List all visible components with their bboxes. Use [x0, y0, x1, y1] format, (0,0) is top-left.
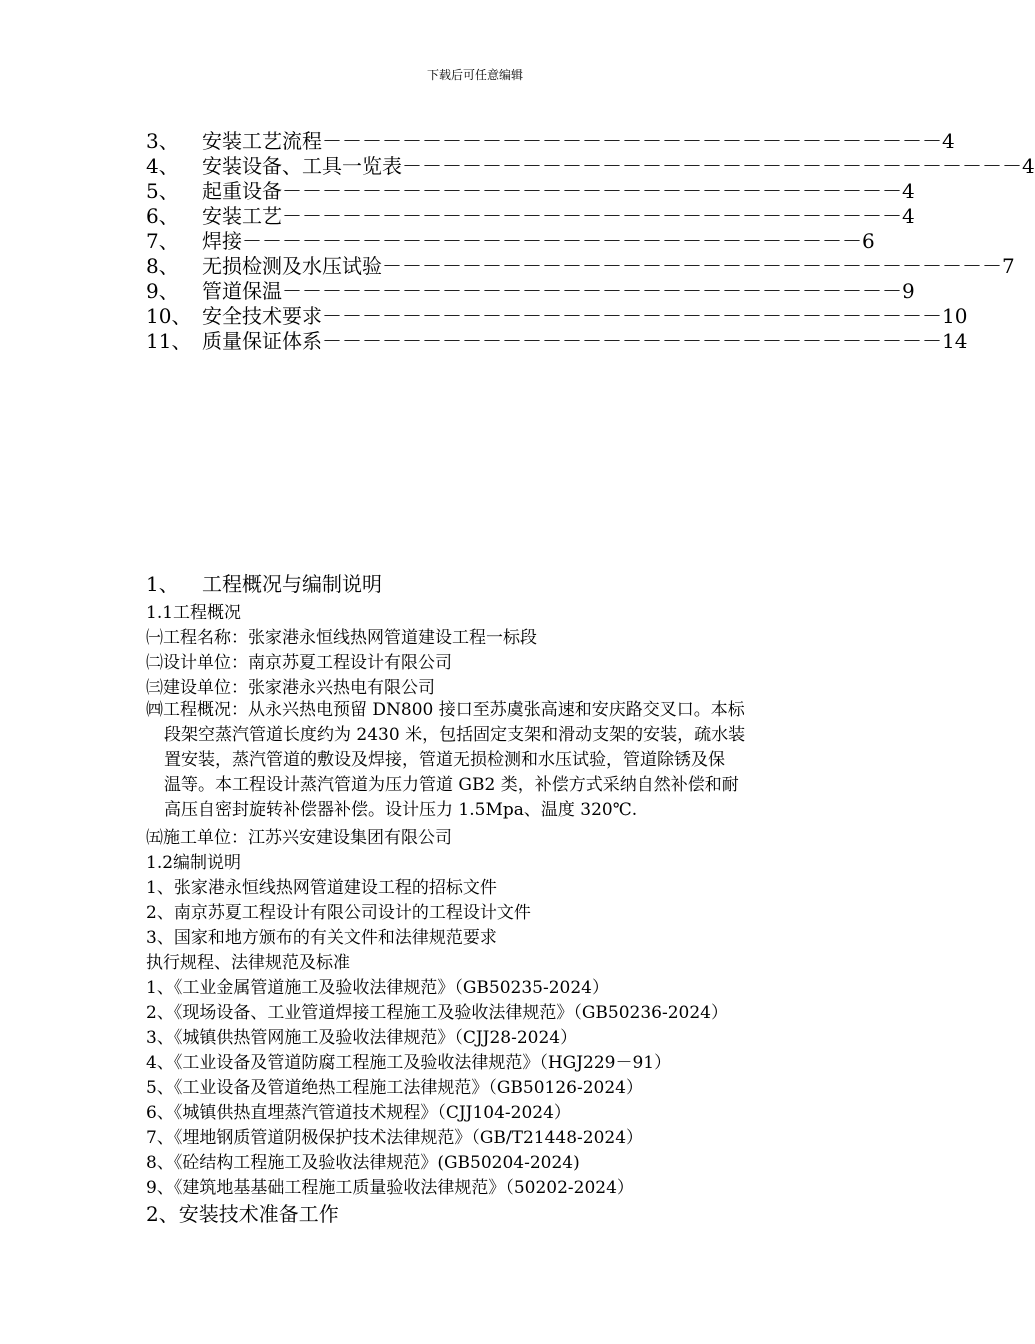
toc-number: 4、: [146, 154, 179, 178]
table-of-contents: [146, 125, 1035, 353]
toc-entry[interactable]: [146, 225, 875, 253]
standard-item: 5、《工业设备及管道绝热工程施工法律规范》（GB50126-2024）: [146, 1078, 643, 1098]
toc-page-number: 9: [902, 279, 915, 303]
contractor: ㈤施工单位：江苏兴安建设集团有限公司: [146, 828, 452, 848]
toc-leader: －－－－－－－－－－－－－－－－－－－－－－－－－－－－－－－: [322, 304, 942, 328]
toc-page-number: 4: [902, 204, 915, 228]
toc-page-number: 10: [942, 304, 968, 328]
basis-item: 3、国家和地方颁布的有关文件和法律规范要求: [146, 928, 497, 948]
toc-number: 7、: [146, 229, 179, 253]
overview-line: 段架空蒸汽管道长度约为 2430 米，包括固定支架和滑动支架的安装，疏水装: [164, 725, 746, 745]
toc-title: 无损检测及水压试验: [202, 254, 382, 278]
toc-entry[interactable]: [146, 300, 968, 328]
toc-number: 8、: [146, 254, 179, 278]
toc-title: 质量保证体系: [202, 329, 322, 353]
toc-number: 9、: [146, 279, 179, 303]
section-number: 1、: [146, 572, 179, 596]
basis-item: 1、张家港永恒线热网管道建设工程的招标文件: [146, 878, 497, 898]
toc-entry[interactable]: [146, 175, 915, 203]
design-unit: ㈡设计单位：南京苏夏工程设计有限公司: [146, 653, 452, 673]
toc-leader: －－－－－－－－－－－－－－－－－－－－－－－－－－－－－－－: [282, 204, 902, 228]
toc-leader: －－－－－－－－－－－－－－－－－－－－－－－－－－－－－－－: [242, 229, 862, 253]
toc-number: 10、: [146, 304, 192, 328]
standard-item: 9、《建筑地基基础工程施工质量验收法律规范》（50202-2024）: [146, 1178, 634, 1198]
toc-entry[interactable]: [146, 200, 915, 228]
toc-page-number: 6: [862, 229, 875, 253]
section-2-heading: 2、安装技术准备工作: [146, 1202, 339, 1226]
standard-item: 3、《城镇供热管网施工及验收法律规范》（CJJ28-2024）: [146, 1028, 578, 1048]
standard-item: 4、《工业设备及管道防腐工程施工及验收法律规范》（HGJ229－91）: [146, 1053, 672, 1073]
toc-entry[interactable]: [146, 325, 968, 353]
toc-number: 3、: [146, 129, 179, 153]
toc-title: 安装工艺: [202, 204, 282, 228]
standard-item: 7、《埋地钢质管道阴极保护技术法律规范》（GB/T21448-2024）: [146, 1128, 644, 1148]
toc-entry[interactable]: [146, 275, 915, 303]
toc-leader: －－－－－－－－－－－－－－－－－－－－－－－－－－－－－－－: [282, 279, 902, 303]
toc-title: 管道保温: [202, 279, 282, 303]
page-header: 下载后可任意编辑: [426, 68, 523, 82]
toc-title: 焊接: [202, 229, 242, 253]
toc-leader: －－－－－－－－－－－－－－－－－－－－－－－－－－－－－－－: [322, 329, 942, 353]
toc-entry[interactable]: [146, 125, 955, 153]
toc-title: 安装工艺流程: [202, 129, 322, 153]
standard-item: 6、《城镇供热直埋蒸汽管道技术规程》（CJJ104-2024）: [146, 1103, 571, 1123]
toc-leader: －－－－－－－－－－－－－－－－－－－－－－－－－－－－－－－: [402, 154, 1022, 178]
toc-entry[interactable]: [146, 150, 1035, 178]
subsection-heading: 1.2编制说明: [146, 853, 242, 873]
construction-owner: ㈢建设单位：张家港永兴热电有限公司: [146, 678, 435, 698]
toc-entry[interactable]: [146, 250, 1015, 278]
project-overview: [146, 698, 811, 823]
toc-number: 5、: [146, 179, 179, 203]
toc-page-number: 4: [1022, 154, 1035, 178]
standard-item: 2、《现场设备、工业管道焊接工程施工及验收法律规范》（GB50236-2024）: [146, 1003, 728, 1023]
toc-title: 起重设备: [202, 179, 282, 203]
basis-item: 2、南京苏夏工程设计有限公司设计的工程设计文件: [146, 903, 531, 923]
subsection-heading: 1.1工程概况: [146, 603, 242, 623]
overview-line: ㈣工程概况：从永兴热电预留 DN800 接口至苏虞张高速和安庆路交叉口。本标: [146, 700, 745, 720]
toc-leader: －－－－－－－－－－－－－－－－－－－－－－－－－－－－－－－: [322, 129, 942, 153]
section-heading: [146, 568, 811, 598]
overview-line: 温等。本工程设计蒸汽管道为压力管道 GB2 类，补偿方式采纳自然补偿和耐: [164, 775, 739, 795]
overview-line: 置安装，蒸汽管道的敷设及焊接，管道无损检测和水压试验，管道除锈及保: [164, 750, 725, 770]
toc-page-number: 4: [902, 179, 915, 203]
toc-page-number: 14: [942, 329, 968, 353]
standard-item: 8、《砼结构工程施工及验收法律规范》(GB50204-2024): [146, 1153, 580, 1173]
toc-title: 安全技术要求: [202, 304, 322, 328]
toc-number: 11、: [146, 329, 192, 353]
project-name: ㈠工程名称：张家港永恒线热网管道建设工程一标段: [146, 628, 537, 648]
standard-item: 1、《工业金属管道施工及验收法律规范》（GB50235-2024）: [146, 978, 609, 998]
toc-leader: －－－－－－－－－－－－－－－－－－－－－－－－－－－－－－－: [282, 179, 902, 203]
overview-line: 高压自密封旋转补偿器补偿。设计压力 1.5Mpa、温度 320℃.: [164, 800, 638, 820]
toc-page-number: 4: [942, 129, 955, 153]
standards-heading: 执行规程、法律规范及标准: [146, 953, 350, 973]
section-title: 工程概况与编制说明: [202, 572, 382, 596]
toc-number: 6、: [146, 204, 179, 228]
section-1: [146, 568, 811, 1228]
toc-page-number: 7: [1002, 254, 1015, 278]
toc-leader: －－－－－－－－－－－－－－－－－－－－－－－－－－－－－－－: [382, 254, 1002, 278]
toc-title: 安装设备、工具一览表: [202, 154, 402, 178]
